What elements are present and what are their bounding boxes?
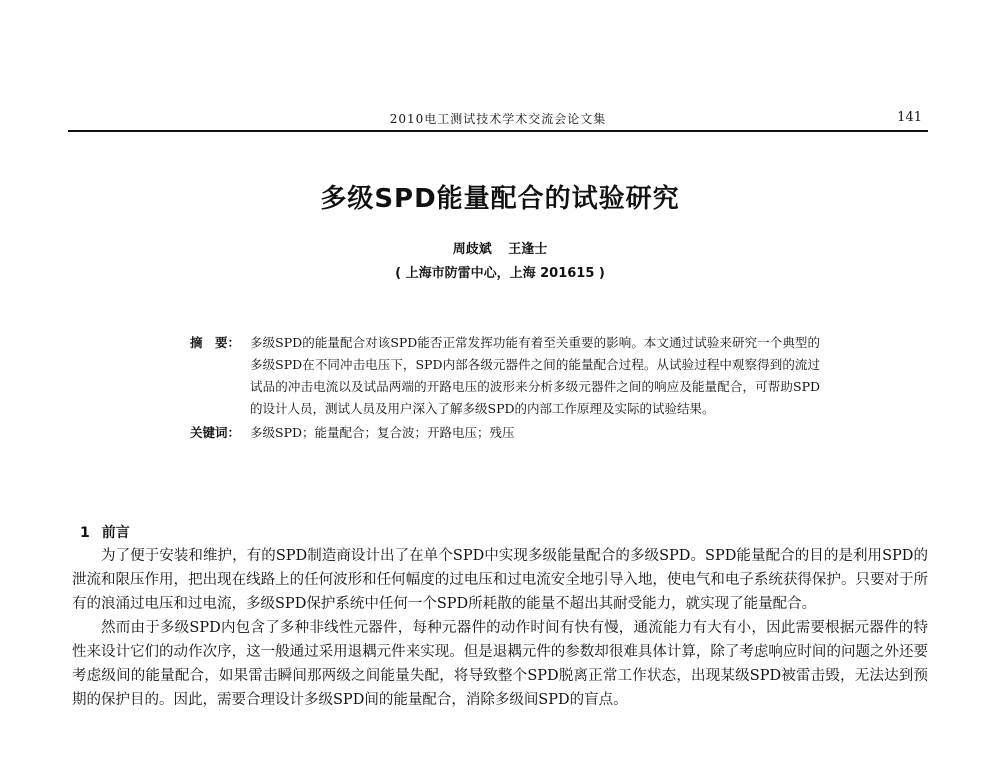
running-title: 2010电工测试技术学术交流会论文集 xyxy=(389,112,607,126)
abstract-label: 摘 要： xyxy=(190,335,241,350)
keywords-label: 关键词： xyxy=(190,425,241,440)
abstract-row xyxy=(190,332,820,420)
section-number: 1 xyxy=(80,525,90,541)
authors: 周歧斌 王逢士 xyxy=(452,242,548,257)
abstract-block xyxy=(190,332,820,444)
paragraph-2: 然而由于多级SPD内包含了多种非线性元器件，每种元器件的动作时间有快有慢，通流能力有大有小，因此需要根据元器件的特性来设计它们的动作次序，这一般通过采用退耦元件来实现。但是退耦元件的参数却很难具体计算，除了考虑响应时间的问题之外还要考虑级间的能量配合，如果雷击瞬间那两级之间能量失配，将导致整个SPD脱离正常工作状态，出现某级SPD被雷击毁，无法达到预期的保护目的。因此，需要合理设计多级SPD间的能量配合，消除多级间SPD的盲点。 xyxy=(72,620,928,708)
running-header xyxy=(68,108,928,132)
affiliation: ( 上海市防雷中心，上海 201615 ) xyxy=(395,266,605,281)
section-heading xyxy=(80,522,130,542)
keywords-row xyxy=(190,422,820,444)
keywords-text: 多级SPD；能量配合；复合波；开路电压；残压 xyxy=(250,425,515,440)
section-title: 前言 xyxy=(101,525,130,541)
abstract-text: 多级SPD的能量配合对该SPD能否正常发挥功能有着至关重要的影响。本文通过试验来研究一个典型的多级SPD在不同冲击电压下，SPD内部各级元器件之间的能量配合过程。从试验过程中观察得到的流过试品的冲击电流以及试品两端的开路电压的波形来分析多级元器件之间的响应及能量配合，可帮助SPD的设计人员，测试人员及用户深入了解多级SPD的内部工作原理及实际的试验结果。 xyxy=(250,335,820,416)
page-number: 141 xyxy=(897,110,922,125)
body-text xyxy=(72,544,928,712)
paper-title: 多级SPD能量配合的试验研究 xyxy=(320,184,680,214)
paragraph-1: 为了便于安装和维护，有的SPD制造商设计出了在单个SPD中实现多级能量配合的多级SPD。SPD能量配合的目的是利用SPD的泄流和限压作用，把出现在线路上的任何波形和任何幅度的过电压和过电流安全地引导入地，使电气和电子系统获得保护。只要对于所有的浪涌过电压和过电流，多级SPD保护系统中任何一个SPD所耗散的能量不超出其耐受能力，就实现了能量配合。 xyxy=(72,548,928,612)
